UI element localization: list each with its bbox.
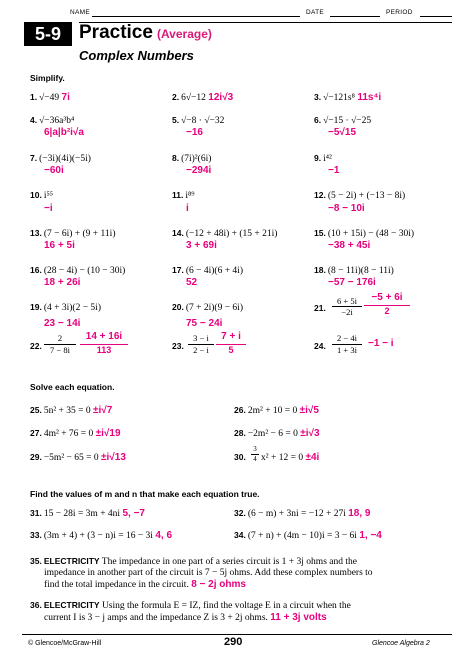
problem-28 <box>234 428 320 439</box>
problem-number: 12. <box>314 190 326 200</box>
problem-number: 31. <box>30 508 42 518</box>
problem-33 <box>30 530 172 541</box>
problem-expression: (7 + n) + (4m − 10)i = 3 − 6i <box>247 531 357 541</box>
fraction-numerator: 2 − 4i <box>337 333 357 343</box>
problem-expression: i⁴² <box>323 154 332 164</box>
problem-number: 15. <box>314 228 326 238</box>
answer: 11s⁴i <box>357 92 382 103</box>
problem-expression: (7i)²(6i) <box>181 154 212 164</box>
footer-book-title: Glencoe Algebra 2 <box>372 640 430 647</box>
problem-1 <box>30 92 70 103</box>
fraction-denominator: 1 + 3i <box>337 345 357 355</box>
fraction-numerator: 3 − i <box>193 333 209 343</box>
answer-23-denominator: 5 <box>228 345 234 355</box>
problem-number: 19. <box>30 302 42 312</box>
problem-31 <box>30 508 145 519</box>
answer-4: 6|a|b²i√a <box>44 127 84 138</box>
page-number: 290 <box>224 636 243 648</box>
answer: 7i <box>61 92 70 103</box>
fraction-denominator: −2i <box>341 307 353 317</box>
problem-expression: (−3i)(4i)(−5i) <box>39 154 91 164</box>
problem-expression: i⁵⁵ <box>43 191 54 201</box>
problem-expression: −2m² − 6 = 0 <box>247 429 298 439</box>
problem-number: 6. <box>314 115 322 125</box>
answer-16: 18 + 26i <box>44 277 81 288</box>
problem-30-expression <box>261 452 319 463</box>
period-label: PERIOD <box>386 9 413 16</box>
answer-21-numerator: −5 + 6i <box>371 292 403 303</box>
answer: ±i√19 <box>95 428 121 439</box>
problem-expression: 6√−12 <box>181 93 206 103</box>
problem-expression: (3m + 4) + (3 − n)i = 16 − 3i <box>43 531 153 541</box>
date-label: DATE <box>306 9 325 16</box>
problem-expression: √−121s⁸ <box>323 93 355 103</box>
problem-23 <box>172 341 186 352</box>
problem-number: 33. <box>30 530 42 540</box>
problem-keyword: ELECTRICITY <box>43 600 100 610</box>
simplify-heading: Simplify. <box>30 73 65 83</box>
problem-number: 30. <box>234 452 246 462</box>
problem-34 <box>234 530 382 541</box>
problem-17 <box>172 265 243 276</box>
problem-4 <box>30 115 74 126</box>
problem-expression: 15 − 28i = 3m + 4ni <box>43 509 121 519</box>
problem-number: 1. <box>30 92 38 102</box>
problem-keyword: ELECTRICITY <box>43 556 100 566</box>
problem-19 <box>30 302 101 313</box>
find-heading: Find the values of m and n that make each equation true. <box>30 489 260 499</box>
problem-10 <box>30 190 53 201</box>
fraction-numerator: 2 <box>57 333 63 343</box>
problem-line: The impedance in one part of a series circuit is 1 + 3j ohms and the <box>101 557 357 567</box>
problem-number: 4. <box>30 115 38 125</box>
answer-7: −60i <box>44 165 64 176</box>
problem-number: 17. <box>172 265 184 275</box>
title-level: (Average) <box>156 27 212 41</box>
answer-15: −38 + 45i <box>328 240 371 251</box>
problem-number: 16. <box>30 265 42 275</box>
problem-number: 18. <box>314 265 326 275</box>
problem-number: 20. <box>172 302 184 312</box>
answer-21-denominator: 2 <box>384 306 390 316</box>
problem-22 <box>30 341 44 352</box>
problem-18 <box>314 265 394 276</box>
coefficient-numerator: 3 <box>253 445 257 453</box>
problem-7 <box>30 153 91 164</box>
problem-2 <box>172 92 233 103</box>
problem-14 <box>172 228 277 239</box>
answer-14: 3 + 69i <box>186 240 217 251</box>
answer-8: −294i <box>186 165 212 176</box>
problem-number: 29. <box>30 452 42 462</box>
word-problem-36 <box>30 600 450 624</box>
problem-line: find the total impedance in the circuit. <box>44 580 189 590</box>
answer: 18, 9 <box>348 508 371 519</box>
answer-6: −5√15 <box>328 127 357 138</box>
answer: 11 + 3j volts <box>270 612 327 623</box>
answer: 5, −7 <box>122 508 145 519</box>
answer-24: −1 − i <box>368 338 394 349</box>
date-line <box>330 16 380 17</box>
problem-6 <box>314 115 371 126</box>
period-line <box>420 16 452 17</box>
problem-number: 11. <box>172 190 184 200</box>
problem-8 <box>172 153 211 164</box>
answer-18: −57 − 176i <box>328 277 376 288</box>
problem-20 <box>172 302 243 313</box>
problem-16 <box>30 265 125 276</box>
problem-expression: (6 − m) + 3ni = −12 + 27i <box>247 509 346 519</box>
answer-13: 16 + 5i <box>44 240 75 251</box>
problem-number: 23. <box>172 341 184 351</box>
title-text: Practice <box>79 22 153 43</box>
problem-number: 36. <box>30 600 42 610</box>
problem-expression: (4 + 3i)(2 − 5i) <box>43 303 101 313</box>
problem-expression: −5m² − 65 = 0 <box>43 453 99 463</box>
footer-copyright: © Glencoe/McGraw-Hill <box>28 640 102 647</box>
problem-number: 25. <box>30 405 42 415</box>
problem-number: 26. <box>234 405 246 415</box>
fraction-denominator: 7 − 8i <box>50 345 70 355</box>
coefficient-denominator: 4 <box>253 455 257 463</box>
problem-line: current I is 3 − j amps and the impedance Z is 3 + 2j ohms. <box>44 613 268 623</box>
answer-22-denominator: 113 <box>96 345 112 355</box>
problem-expression: √−36a³b⁴ <box>39 116 75 126</box>
problem-expression: √−49 <box>39 93 60 103</box>
problem-number: 21. <box>314 303 326 313</box>
answer: 4, 6 <box>155 530 173 541</box>
answer-10: −i <box>44 203 53 214</box>
answer-17: 52 <box>186 277 198 288</box>
problem-number: 8. <box>172 153 180 163</box>
problem-expression: (7 + 2i)(9 − 6i) <box>185 303 243 313</box>
problem-9 <box>314 153 332 164</box>
problem-number: 9. <box>314 153 322 163</box>
problem-24 <box>314 341 328 352</box>
problem-number: 32. <box>234 508 246 518</box>
problem-30 <box>234 452 248 463</box>
problem-line: Using the formula E = IZ, find the voltage E in a circuit when the <box>101 601 351 611</box>
problem-number: 35. <box>30 556 42 566</box>
page-title <box>79 22 212 44</box>
problem-number: 7. <box>30 153 38 163</box>
problem-expression: 2m² + 10 = 0 <box>247 406 298 416</box>
problem-21 <box>314 303 328 314</box>
fraction-numerator: 6 + 5i <box>337 296 357 306</box>
page-subtitle: Complex Numbers <box>79 48 194 63</box>
problem-number: 27. <box>30 428 42 438</box>
problem-line: impedance in another part of the circuit is 7 − 5j ohms. Add these complex numbers to <box>44 568 373 578</box>
problem-12 <box>314 190 405 201</box>
answer: 12i√3 <box>208 92 234 103</box>
lesson-number-badge: 5-9 <box>24 22 72 46</box>
problem-26 <box>234 405 319 416</box>
problem-expression: (7 − 6i) + (9 + 11i) <box>43 229 116 239</box>
answer-5: −16 <box>186 127 203 138</box>
answer: ±i√13 <box>101 452 126 463</box>
problem-number: 34. <box>234 530 246 540</box>
problem-number: 28. <box>234 428 246 438</box>
answer: ±4i <box>305 452 320 463</box>
problem-expression: i⁸⁹ <box>185 191 195 201</box>
problem-expression: (6 − 4i)(6 + 4i) <box>185 266 243 276</box>
problem-5 <box>172 115 224 126</box>
problem-number: 5. <box>172 115 180 125</box>
name-line <box>92 16 300 17</box>
answer-11: i <box>186 203 189 214</box>
solve-heading: Solve each equation. <box>30 382 115 392</box>
answer: ±i√5 <box>299 405 319 416</box>
answer-19: 23 − 14i <box>44 318 81 329</box>
problem-expression: (5 − 2i) + (−13 − 8i) <box>327 191 406 201</box>
problem-15 <box>314 228 414 239</box>
problem-number: 3. <box>314 92 322 102</box>
answer-22-numerator: 14 + 16i <box>85 331 123 342</box>
problem-number: 2. <box>172 92 180 102</box>
problem-32 <box>234 508 371 519</box>
footer-rule <box>22 634 452 635</box>
problem-27 <box>30 428 121 439</box>
problem-number: 10. <box>30 190 42 200</box>
problem-29 <box>30 452 126 463</box>
answer: ±i√7 <box>93 405 113 416</box>
problem-11 <box>172 190 195 201</box>
answer: 8 − 2j ohms <box>191 579 246 590</box>
problem-expression: (−12 + 48i) + (15 + 21i) <box>185 229 278 239</box>
fraction-denominator: 2 − i <box>193 345 209 355</box>
answer-12: −8 − 10i <box>328 203 365 214</box>
problem-expression: 4m² + 76 = 0 <box>43 429 94 439</box>
problem-number: 22. <box>30 341 42 351</box>
answer-23-numerator: 7 + i <box>221 331 241 342</box>
word-problem-35 <box>30 556 450 591</box>
problem-expression: (10 + 15i) − (48 − 30i) <box>327 229 415 239</box>
problem-number: 13. <box>30 228 42 238</box>
answer-20: 75 − 24i <box>186 318 223 329</box>
problem-13 <box>30 228 115 239</box>
problem-number: 14. <box>172 228 184 238</box>
problem-expression: √−15 · √−25 <box>323 116 372 126</box>
problem-expression: (8 − 11i)(8 − 11i) <box>327 266 394 276</box>
problem-expression: √−8 · √−32 <box>181 116 225 126</box>
problem-expression: 5n² + 35 = 0 <box>43 406 91 416</box>
answer: ±i√3 <box>300 428 320 439</box>
problem-expression: x² + 12 = 0 <box>261 453 304 463</box>
problem-number: 24. <box>314 341 326 351</box>
answer-9: −1 <box>328 165 340 176</box>
answer: 1, −4 <box>359 530 382 541</box>
problem-3 <box>314 92 381 103</box>
name-label: NAME <box>70 9 90 16</box>
problem-25 <box>30 405 112 416</box>
problem-expression: (28 − 4i) − (10 − 30i) <box>43 266 126 276</box>
